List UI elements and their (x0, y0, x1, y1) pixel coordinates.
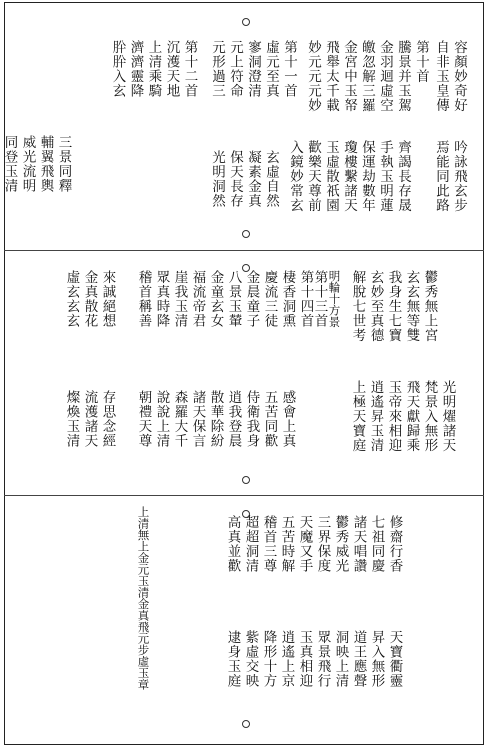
verse-column: 紫虛交映 (242, 630, 259, 688)
verse-column: 散華除紛 (207, 390, 224, 448)
verse-column: 金童玄女 (207, 270, 224, 328)
verse-column: 容顏妙奇好 (451, 40, 467, 113)
verse-column: 修齋行香 (386, 515, 403, 573)
verse-column: 眾景飛行 (314, 630, 331, 688)
verse-column: 元形過三 (209, 40, 225, 98)
verse-column: 逍我登晨 (225, 390, 242, 448)
verse-column: 入鏡妙常玄 (287, 140, 303, 213)
verse-column: 五苦時解 (278, 515, 295, 573)
verse-column: 金真散花 (81, 270, 98, 328)
verse-column: 光明燿諸天 (439, 380, 456, 453)
verse-column: 金晨童子 (243, 270, 260, 328)
verse-column: 吟詠飛玄步 (451, 140, 467, 213)
verse-column: 凝素金真 (245, 150, 261, 208)
verse-column: 眾真時降 (153, 270, 170, 328)
verse-column: 感會上真 (279, 390, 296, 448)
verse-column: 存思念經 (99, 390, 116, 448)
verse-column: 上極天寶庭 (349, 380, 366, 453)
verse-column: 自非玉皇傳 (433, 40, 449, 113)
verse-column: 解脫七世考 (349, 270, 366, 343)
verse-column: 稽首三尊 (260, 515, 277, 573)
verse-column: 濟濟靈降 (127, 40, 144, 98)
section-heading: 第十一首 (281, 40, 297, 98)
verse-column: 騰景并玉駕 (395, 40, 411, 113)
verse-column: 明輪十方景 (327, 270, 342, 328)
binding-hole (242, 476, 250, 484)
verse-column: 逍遙上京 (278, 630, 295, 688)
section-heading: 第十四首 (297, 270, 314, 328)
verse-column: 朝禮天尊 (135, 390, 152, 448)
verse-column: 侍衛我身 (243, 390, 260, 448)
verse-column: 保運劫數年 (359, 140, 375, 213)
verse-column: 三界保度 (314, 515, 331, 573)
closing-title: 上清無上金元玉清金真飛元步虛玉章 (136, 506, 151, 690)
binding-hole (242, 230, 250, 238)
verse-column: 妙元元元妙 (305, 40, 321, 113)
verse-column: 虛元至真 (263, 40, 279, 98)
section-heading: 第十三首 (311, 270, 328, 328)
verse-column: 上清乘騎 (145, 40, 162, 98)
verse-column: 棲香洞熏 (279, 270, 296, 328)
verse-column: 梵景入無形 (421, 380, 438, 453)
binding-hole (242, 18, 250, 26)
verse-column: 七祖同慶 (368, 515, 385, 573)
verse-column: 威光流明 (19, 135, 36, 193)
verse-column: 天魔又手 (296, 515, 313, 573)
verse-column: 我身生七寶 (385, 270, 402, 343)
verse-column: 道王應聲 (350, 630, 367, 688)
verse-column: 諸天保言 (189, 390, 206, 448)
verse-column: 稽首稱善 (135, 270, 152, 328)
verse-column: 玉帝來相迎 (385, 380, 402, 453)
verse-column: 說說上清 (153, 390, 170, 448)
verse-column: 手執玉明蓮 (377, 140, 393, 213)
verse-column: 八景玉輦 (225, 270, 242, 328)
verse-column: 光明洞然 (209, 150, 225, 208)
verse-column: 玄玄無等雙 (403, 270, 420, 343)
verse-column: 金羽迴虛空 (377, 40, 393, 113)
verse-column: 流濩諸天 (81, 390, 98, 448)
verse-column: 五苦同歡 (261, 390, 278, 448)
binding-hole (242, 720, 250, 728)
verse-column: 諸天唱讚 (350, 515, 367, 573)
verse-column: 森羅大千 (171, 390, 188, 448)
verse-column: 沉濩天地 (163, 40, 180, 98)
verse-column: 逮身玉庭 (224, 630, 241, 688)
verse-column: 燦煥玉清 (63, 390, 80, 448)
verse-column: 超超洞清 (242, 515, 259, 573)
verse-column: 玉虛散祇園 (323, 140, 339, 213)
verse-column: 天寶衢靈 (386, 630, 403, 688)
verse-column: 玄妙至真德 (367, 270, 384, 343)
verse-column: 鬱秀無上宮 (421, 270, 438, 343)
verse-column: 慶流三徒 (261, 270, 278, 328)
verse-column: 虛玄玄玄 (63, 270, 80, 328)
section-heading: 第十二首 (181, 40, 198, 98)
panel-divider (4, 495, 484, 496)
verse-column: 洞映上清 (332, 630, 349, 688)
verse-column: 齊謁長存晟 (395, 140, 411, 213)
verse-column: 逍遙昇玉清 (367, 380, 384, 453)
verse-column: 寥洞澄清 (245, 40, 261, 98)
verse-column: 來誠絕想 (99, 270, 116, 328)
verse-column: 玄虛自然 (263, 150, 279, 208)
verse-column: 降形十方 (260, 630, 277, 688)
verse-column: 保天長存 (227, 150, 243, 208)
verse-column: 肸肸入玄 (109, 40, 126, 98)
section-heading: 第十首 (413, 40, 429, 84)
verse-column: 金宮中玉帑 (341, 40, 357, 113)
verse-column: 鬱秀威光 (332, 515, 349, 573)
verse-column: 三景同釋 (55, 135, 72, 193)
verse-column: 飛天獻歸乘 (403, 380, 420, 453)
verse-column: 輔翼飛輿 (37, 135, 54, 193)
verse-column: 福流帝君 (189, 270, 206, 328)
verse-column: 歡樂天尊前 (305, 140, 321, 213)
verse-column: 焉能同此路 (433, 140, 449, 213)
verse-column: 高真並歡 (224, 515, 241, 573)
verse-column: 元上符命 (227, 40, 243, 98)
verse-column: 崖我玉清 (171, 270, 188, 328)
verse-column: 同登玉清 (1, 135, 18, 193)
verse-column: 昇入無形 (368, 630, 385, 688)
verse-column: 飛舉太千載 (323, 40, 339, 113)
verse-column: 瓊樓繫諸天 (341, 140, 357, 213)
panel-divider (4, 250, 484, 251)
verse-column: 玉真相迎 (296, 630, 313, 688)
verse-column: 皦忽解三羅 (359, 40, 375, 113)
